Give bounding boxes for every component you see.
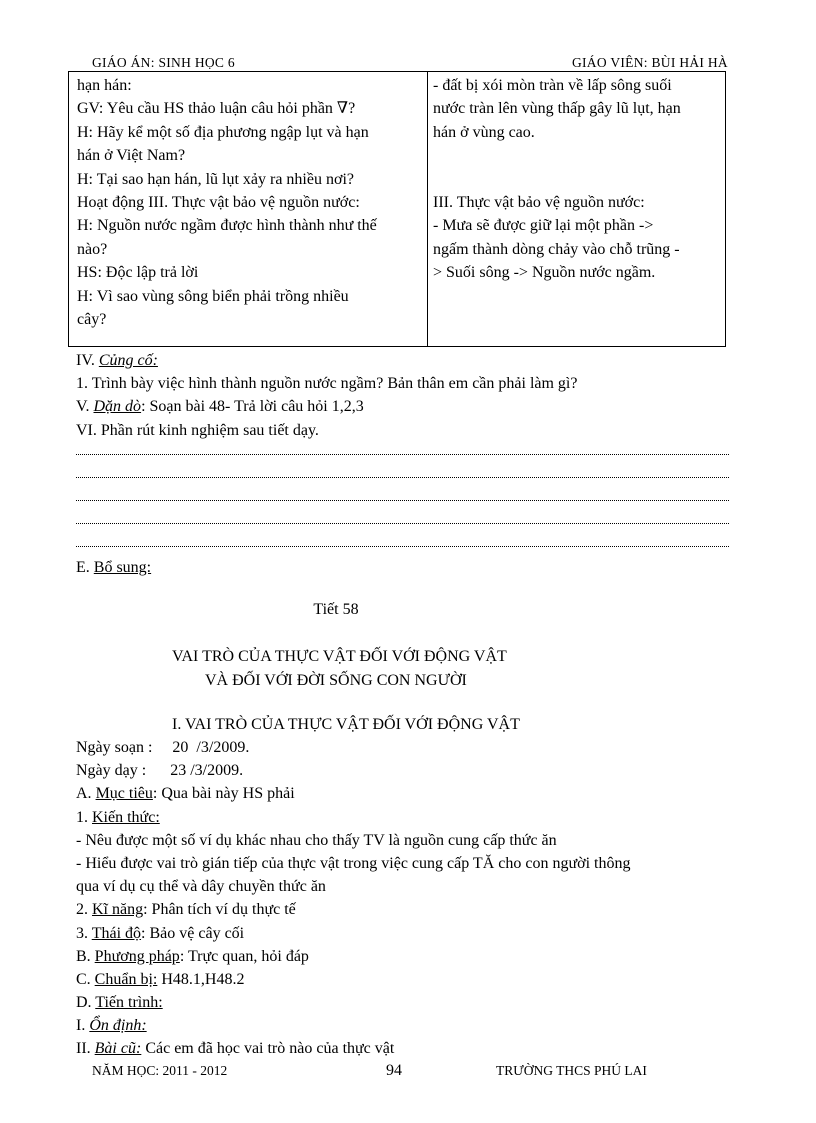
bosung-label: Bổ sung: bbox=[93, 559, 152, 576]
kienthuc-item-cont: qua ví dụ cụ thể và dây chuyền thức ăn bbox=[76, 878, 326, 896]
table-right-line: - Mưa sẽ được giữ lại một phần -> bbox=[433, 217, 654, 235]
cungco-heading: IV. Củng cố: bbox=[76, 352, 158, 369]
kynang-line: 2. Kĩ năng: Phân tích ví dụ thực tế bbox=[76, 901, 296, 919]
kienthuc-heading: 1. Kiến thức: bbox=[76, 808, 160, 826]
dotted-line bbox=[76, 501, 729, 524]
notes-dotted-lines bbox=[76, 432, 729, 547]
chuanbi-line: C. Chuẩn bị: H48.1,H48.2 bbox=[76, 970, 245, 988]
header-teacher: GIÁO VIÊN: BÙI HẢI HÀ bbox=[571, 55, 728, 70]
table-left-line: nào? bbox=[77, 240, 108, 258]
consolidation-section bbox=[76, 349, 736, 442]
table-left-cell bbox=[77, 74, 427, 331]
table-right-line: III. Thực vật bảo vệ nguồn nước: bbox=[433, 193, 645, 211]
table-left-line: hạn hán: bbox=[77, 77, 132, 94]
table-right-spacer bbox=[433, 144, 727, 191]
lesson-heading-line2: VÀ ĐỐI VỚI ĐỜI SỐNG CON NGƯỜI bbox=[205, 672, 467, 689]
phuongphap-line: B. Phương pháp: Trực quan, hỏi đáp bbox=[76, 947, 309, 965]
footer-year: NĂM HỌC: 2011 - 2012 bbox=[92, 1063, 228, 1078]
footer-school: TRƯỜNG THCS PHÚ LAI bbox=[496, 1063, 647, 1078]
table-left-line: Hoạt động III. Thực vật bảo vệ nguồn nước: bbox=[77, 193, 360, 211]
table-left-line: hán ở Việt Nam? bbox=[77, 147, 186, 165]
dotted-line bbox=[76, 524, 729, 547]
table-left-line: H: Hãy kể một số địa phương ngập lụt và hạn bbox=[77, 123, 369, 141]
danho-label: Dặn dò bbox=[93, 398, 142, 416]
table-right-line: - đất bị xói mòn tràn về lấp sông suối bbox=[433, 77, 672, 94]
table-column-divider bbox=[427, 72, 428, 346]
kienthuc-item: - Hiểu được vai trò gián tiếp của thực vật trong việc cung cấp TĂ cho con người thông bbox=[76, 854, 631, 872]
table-left-line: H: Nguồn nước ngầm được hình thành như thế bbox=[77, 217, 377, 235]
table-left-line: GV: Yêu cầu HS thảo luận câu hỏi phần ∇? bbox=[77, 100, 356, 118]
table-right-line: > Suối sông -> Nguồn nước ngầm. bbox=[433, 264, 656, 282]
lesson-title: Tiết 58 bbox=[313, 601, 359, 618]
table-right-line: ngấm thành dòng chảy vào chỗ trũng - bbox=[433, 240, 680, 258]
lesson-heading-line1: VAI TRÒ CỦA THỰC VẬT ĐỐI VỚI ĐỘNG VẬT bbox=[172, 648, 507, 665]
footer-page-number: 94 bbox=[386, 1062, 402, 1079]
table-left-line: H: Vì sao vùng sông biển phải trồng nhiều bbox=[77, 287, 349, 305]
kienthuc-item: - Nêu được một số ví dụ khác nhau cho thấy TV là nguồn cung cấp thức ăn bbox=[76, 831, 557, 849]
tientrinh-line: D. Tiến trình: bbox=[76, 994, 163, 1012]
lesson-subheading: I. VAI TRÒ CỦA THỰC VẬT ĐỐI VỚI ĐỘNG VẬT bbox=[172, 716, 520, 733]
dotted-line bbox=[76, 455, 729, 478]
page-header bbox=[92, 52, 728, 72]
cungco-label: Củng cố: bbox=[98, 352, 158, 369]
dotted-line bbox=[76, 478, 729, 501]
ngay-day: Ngày dạy : 23 /3/2009. bbox=[76, 762, 244, 780]
thaido-line: 3. Thái độ: Bảo vệ cây cối bbox=[76, 924, 245, 942]
muctieu-line: A. Mục tiêu: Qua bài này HS phải bbox=[76, 785, 295, 803]
table-right-line: hán ở vùng cao. bbox=[433, 123, 535, 141]
dotted-line bbox=[76, 432, 729, 455]
danho-line: V. Dặn dò: Soạn bài 48- Trả lời câu hỏi 1,2,3 bbox=[76, 398, 364, 416]
table-left-line: cây? bbox=[77, 310, 107, 328]
lesson-table bbox=[68, 71, 726, 347]
ondinh-line: I. Ổn định: bbox=[76, 1017, 147, 1035]
table-left-line: HS: Độc lập trả lời bbox=[77, 264, 199, 282]
lesson-body bbox=[76, 736, 736, 1061]
table-left-line: H: Tại sao hạn hán, lũ lụt xảy ra nhiều nơi? bbox=[77, 170, 354, 188]
ngay-soan: Ngày soạn : 20 /3/2009. bbox=[76, 739, 250, 756]
baicu-line: II. Bài cũ: Các em đã học vai trò nào của thực vật bbox=[76, 1040, 395, 1058]
table-right-cell bbox=[433, 74, 727, 285]
table-right-line: nước tràn lên vùng thấp gây lũ lụt, hạn bbox=[433, 100, 681, 118]
cungco-question: 1. Trình bày việc hình thành nguồn nước ngầm? Bản thân em cần phải làm gì? bbox=[76, 375, 578, 393]
header-subject: GIÁO ÁN: SINH HỌC 6 bbox=[92, 55, 235, 70]
rutkinh-line: VI. Phần rút kinh nghiệm sau tiết dạy. bbox=[76, 421, 319, 439]
bosung-line: E. Bổ sung: bbox=[76, 559, 152, 576]
